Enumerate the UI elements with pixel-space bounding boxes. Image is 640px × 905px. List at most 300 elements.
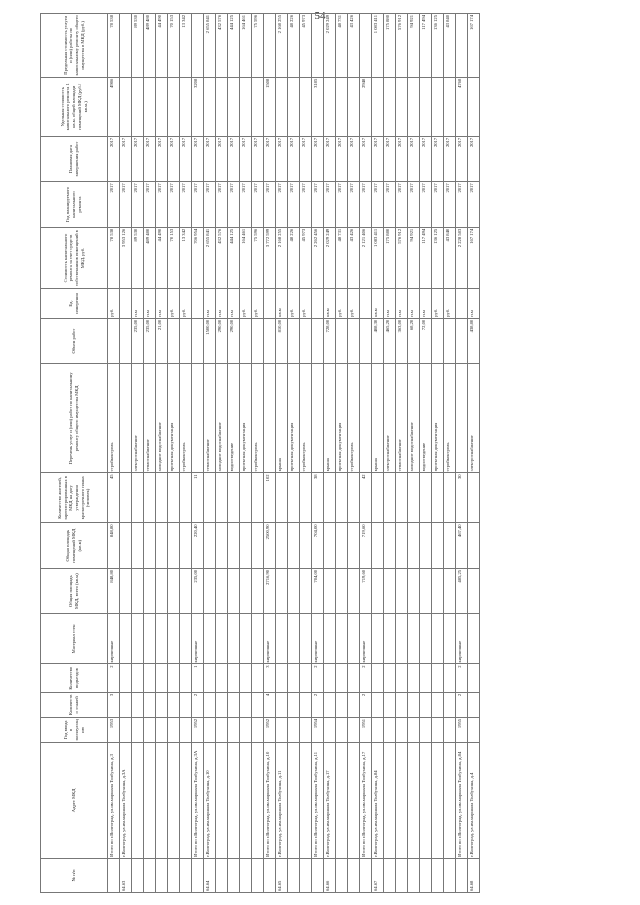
table-cell-pd: 2017 [204,136,216,181]
table-cell-floors [276,692,288,717]
table-cell-addr: г.Волгоград, ул.им.маршала Толбухина, д.84 [372,742,384,858]
table-cell-floors [144,692,156,717]
table-cell-vol: 235,00 [132,318,144,363]
table-cell-area [132,568,144,613]
table-cell-entr: 2 [456,664,468,692]
column-header: Предельная стоимость услуги и (или) работы по капитальному ремонту общего имущества в МКД (руб.) [41,14,108,78]
table-cell-year [432,717,444,742]
table-cell-py: 2017 [216,182,228,227]
repair-plan-table [40,13,480,893]
table-cell-addr [348,742,360,858]
table-cell-py: 2017 [324,182,336,227]
table-cell-work: теплоснабжение [204,364,216,473]
column-header: Год ввода в эксплуатацию [41,717,108,742]
table-cell-pd: 2017 [132,136,144,181]
table-cell-pd: 2017 [336,136,348,181]
table-cell-vol: 290,00 [228,318,240,363]
table-cell-area [396,568,408,613]
table-cell-no [300,858,312,892]
table-cell-res [156,473,168,523]
table-cell-floors [132,692,144,717]
table-row [432,14,444,893]
table-cell-work: проектная документация [168,364,180,473]
table-cell-parea [288,523,300,568]
table-cell-pd: 2017 [456,136,468,181]
table-cell-res [444,473,456,523]
table-cell-year: 1953 [108,717,120,742]
table-cell-parea [372,523,384,568]
table-cell-floors [432,692,444,717]
table-cell-limit: 444 125 [228,14,240,78]
table-cell-addr: г.Волгоград, ул.им.маршала Толбухина, д.3А [120,742,132,858]
table-row [276,14,288,893]
table-cell-floors [156,692,168,717]
table-cell-limit: 489 480 [144,14,156,78]
table-cell-floors [372,692,384,717]
table-cell-pd: 2017 [312,136,324,181]
table-cell-vol: 408,30 [372,318,384,363]
table-cell-vol: 363,00 [396,318,408,363]
table-cell-floors [444,692,456,717]
table-cell-parea [384,523,396,568]
table-cell-spec: 1508 [264,77,276,136]
table-cell-res: 45 [108,473,120,523]
table-cell-cost: 70 153 [168,227,180,288]
table-cell-area [372,568,384,613]
table-cell-vol [300,318,312,363]
table-cell-addr [180,742,192,858]
table-cell-limit [456,14,468,78]
table-cell-pd: 2017 [468,136,480,181]
table-cell-res: 42 [360,473,372,523]
table-cell-limit: 78 538 [108,14,120,78]
table-cell-py: 2017 [192,182,204,227]
table-cell-no [240,858,252,892]
column-header: Ед. измерения [41,289,108,319]
table-cell-wall [216,614,228,664]
table-cell-addr: Итого по г.Волгоград, ул.им.маршала Толбухина, д.10 [264,742,276,858]
table-cell-unit: п.м [384,289,396,319]
table-row [300,14,312,893]
table-cell-py: 2017 [228,182,240,227]
table-cell-year [180,717,192,742]
table-cell-entr [132,664,144,692]
table-cell-parea [132,523,144,568]
table-cell-spec [228,77,240,136]
table-cell-floors [348,692,360,717]
table-cell-year [252,717,264,742]
table-cell-res [408,473,420,523]
table-cell-py: 2017 [408,182,420,227]
table-cell-limit: 45 973 [300,14,312,78]
table-cell-parea [420,523,432,568]
table-cell-unit [456,289,468,319]
table-cell-area [156,568,168,613]
table-cell-cost: 167 174 [468,227,480,288]
table-cell-entr [300,664,312,692]
table-cell-parea [144,523,156,568]
table-cell-pd: 2017 [324,136,336,181]
table-cell-cost: 164 461 [240,227,252,288]
table-cell-addr [216,742,228,858]
table-cell-py: 2017 [180,182,192,227]
table-cell-entr [348,664,360,692]
table-cell-no [408,858,420,892]
table-row [204,14,216,893]
column-header: Год планируемого капитального ремонта [41,182,108,227]
table-cell-pd: 2017 [276,136,288,181]
table-cell-wall [228,614,240,664]
table-cell-py: 2017 [372,182,384,227]
table-cell-limit: 576 912 [396,14,408,78]
table-cell-no: 64.65 [276,858,288,892]
table-row [264,14,276,893]
table-cell-cost: 706 954 [192,227,204,288]
table-cell-res [120,473,132,523]
table-row [336,14,348,893]
table-row [156,14,168,893]
table-cell-spec [240,77,252,136]
table-cell-unit [120,289,132,319]
table-cell-py: 2017 [252,182,264,227]
table-cell-py: 2017 [432,182,444,227]
table-cell-vol [312,318,324,363]
table-cell-year [132,717,144,742]
table-cell-addr: Итого по г.Волгоград, ул.им.маршала Толбухина, д.84 [456,742,468,858]
table-cell-cost: 175 880 [384,227,396,288]
table-cell-cost: 94 921 [408,227,420,288]
table-cell-res [132,473,144,523]
table-cell-no [180,858,192,892]
table-cell-area [324,568,336,613]
table-cell-year [372,717,384,742]
table-cell-area [204,568,216,613]
table-cell-wall [384,614,396,664]
table-cell-year [276,717,288,742]
table-cell-py: 2017 [468,182,480,227]
table-cell-entr: 1 [192,664,204,692]
page-number: 54 [314,10,326,22]
table-cell-vol [120,318,132,363]
table-cell-cost: 44 490 [156,227,168,288]
table-cell-res [144,473,156,523]
table-cell-parea [336,523,348,568]
table-row [192,14,204,893]
table-cell-spec [444,77,456,136]
table-cell-spec [168,77,180,136]
table-cell-floors [396,692,408,717]
table-cell-floors [168,692,180,717]
table-cell-cost: 136 125 [432,227,444,288]
table-row [108,14,120,893]
table-cell-area: 2716,90 [264,568,276,613]
table-cell-py: 2017 [384,182,396,227]
table-cell-floors [120,692,132,717]
table-cell-floors [252,692,264,717]
table-cell-area: 719,60 [360,568,372,613]
table-cell-wall [372,614,384,664]
table-cell-parea [180,523,192,568]
table-cell-work [456,364,468,473]
table-cell-floors: 3 [108,692,120,717]
table-cell-addr [132,742,144,858]
table-cell-work: холодное водоснабжение [216,364,228,473]
table-cell-parea [168,523,180,568]
table-cell-py: 2017 [348,182,360,227]
table-cell-vol [432,318,444,363]
table-cell-unit [312,289,324,319]
table-cell-work [312,364,324,473]
table-cell-entr: 2 [312,664,324,692]
table-cell-entr [216,664,228,692]
table-cell-no [312,858,324,892]
table-cell-parea [216,523,228,568]
table-cell-addr [240,742,252,858]
table-row [132,14,144,893]
table-cell-entr [252,664,264,692]
table-cell-vol [456,318,468,363]
table-cell-vol: 810,00 [276,318,288,363]
table-cell-vol [192,318,204,363]
table-cell-unit: руб. [288,289,300,319]
table-cell-res: 102 [264,473,276,523]
table-cell-year [336,717,348,742]
table-cell-entr [156,664,168,692]
table-cell-entr [408,664,420,692]
table-row [348,14,360,893]
table-cell-limit: 75 596 [252,14,264,78]
table-cell-limit: 1 083 411 [372,14,384,78]
table-row [408,14,420,893]
table-cell-entr [324,664,336,692]
table-cell-entr: 2 [360,664,372,692]
table-cell-res [204,473,216,523]
table-cell-no [156,858,168,892]
table-cell-pd: 2017 [120,136,132,181]
table-cell-work: проектная документация [432,364,444,473]
column-header: № п/п [41,858,108,892]
table-cell-unit: руб. [336,289,348,319]
table-cell-unit [192,289,204,319]
table-row [180,14,192,893]
table-cell-wall [300,614,312,664]
table-cell-unit: п.м [204,289,216,319]
table-cell-wall [240,614,252,664]
table-cell-pd: 2017 [156,136,168,181]
table-cell-res [420,473,432,523]
table-cell-entr [336,664,348,692]
table-cell-entr [144,664,156,692]
table-cell-floors [204,692,216,717]
table-cell-work: водоотведение [420,364,432,473]
table-cell-parea: 719,60 [360,523,372,568]
table-cell-area [468,568,480,613]
table-cell-wall: кирпичные [264,614,276,664]
table-cell-parea [228,523,240,568]
column-header: Общая площадь МКД, всего (кв.м) [41,568,108,613]
table-cell-entr [120,664,132,692]
table-cell-res [348,473,360,523]
table-cell-year [120,717,132,742]
table-cell-wall [168,614,180,664]
table-cell-addr [144,742,156,858]
table-cell-res [216,473,228,523]
table-cell-year [240,717,252,742]
table-cell-year [348,717,360,742]
table-cell-limit: 94 921 [408,14,420,78]
table-cell-parea [156,523,168,568]
table-cell-py: 2017 [360,182,372,227]
table-row [468,14,480,893]
table-cell-unit: руб. [108,289,120,319]
table-cell-wall [432,614,444,664]
table-cell-area [336,568,348,613]
table-cell-addr [156,742,168,858]
table-cell-pd: 2017 [216,136,228,181]
table-cell-area: 485,25 [456,568,468,613]
table-cell-spec [180,77,192,136]
table-cell-py: 2017 [240,182,252,227]
table-cell-entr [288,664,300,692]
table-cell-pd: 2017 [360,136,372,181]
table-cell-entr [396,664,408,692]
table-cell-vol: 21,00 [156,318,168,363]
table-cell-year: 1955 [456,717,468,742]
table-cell-res [276,473,288,523]
table-cell-year [168,717,180,742]
table-cell-py: 2017 [456,182,468,227]
table-cell-unit: п.м [468,289,480,319]
table-cell-limit: 2 168 255 [276,14,288,78]
table-cell-res [168,473,180,523]
column-header: Стоимость капитального ремонта за счет средств собственников помещений в МКД, руб. [41,227,108,288]
table-cell-pd: 2017 [264,136,276,181]
table-cell-no [252,858,264,892]
table-cell-vol: 235,00 [144,318,156,363]
table-cell-res: 30 [456,473,468,523]
table-cell-work [192,364,204,473]
table-cell-limit: 70 153 [168,14,180,78]
table-cell-spec [156,77,168,136]
table-cell-py: 2017 [300,182,312,227]
table-row [420,14,432,893]
table-cell-pd: 2017 [108,136,120,181]
table-cell-vol: 68,20 [408,318,420,363]
table-cell-pd: 2017 [288,136,300,181]
table-cell-year [468,717,480,742]
table-cell-area [252,568,264,613]
table-cell-pd: 2017 [444,136,456,181]
table-cell-limit: 13 342 [180,14,192,78]
table-cell-parea [408,523,420,568]
table-cell-area [432,568,444,613]
table-cell-parea [240,523,252,568]
table-cell-pd: 2017 [228,136,240,181]
table-cell-work: электроснабжение [468,364,480,473]
table-cell-wall: кирпичные [312,614,324,664]
table-cell-wall: кирпичные [456,614,468,664]
table-cell-wall [180,614,192,664]
table-cell-entr [420,664,432,692]
table-cell-cost: 43 840 [444,227,456,288]
table-row [372,14,384,893]
table-cell-entr [180,664,192,692]
table-cell-area [288,568,300,613]
table-cell-py: 2017 [108,182,120,227]
table-cell-year [156,717,168,742]
table-cell-addr: г.Волгоград, ул.им.маршала Толбухина, д.10 [204,742,216,858]
table-cell-entr [276,664,288,692]
table-cell-no: 64.63 [120,858,132,892]
table-cell-area [408,568,420,613]
table-cell-spec [288,77,300,136]
table-cell-area: 235,00 [192,568,204,613]
table-cell-no: 64.67 [372,858,384,892]
table-cell-pd: 2017 [408,136,420,181]
table-cell-limit: 432 576 [216,14,228,78]
table-cell-wall [444,614,456,664]
table-cell-wall [252,614,264,664]
table-cell-year [384,717,396,742]
table-cell-no [108,858,120,892]
table-cell-res [288,473,300,523]
table-cell-floors [408,692,420,717]
table-cell-cost: 2 029 249 [324,227,336,288]
table-cell-cost: 78 538 [108,227,120,288]
table-cell-vol [264,318,276,363]
table-cell-limit: 44 490 [156,14,168,78]
table-cell-parea [252,523,264,568]
table-cell-wall [144,614,156,664]
table-cell-addr [384,742,396,858]
table-cell-spec [144,77,156,136]
table-cell-no [228,858,240,892]
table-cell-unit [360,289,372,319]
table-cell-limit: 117 494 [420,14,432,78]
table-cell-addr [300,742,312,858]
table-cell-entr: 3 [264,664,276,692]
table-cell-res [468,473,480,523]
table-cell-no [384,858,396,892]
table-cell-no [360,858,372,892]
table-cell-pd: 2017 [300,136,312,181]
table-cell-no [348,858,360,892]
table-cell-res [432,473,444,523]
table-cell-addr [408,742,420,858]
table-cell-res: 38 [312,473,324,523]
table-cell-pd: 2017 [168,136,180,181]
table-cell-area [180,568,192,613]
table-cell-pd: 2017 [420,136,432,181]
table-cell-cost: 43 426 [348,227,360,288]
table-cell-area: 848,80 [108,568,120,613]
table-cell-limit: 2 655 841 [204,14,216,78]
table-cell-floors [180,692,192,717]
table-cell-floors: 2 [360,692,372,717]
table-cell-spec [120,77,132,136]
table-row [240,14,252,893]
table-cell-spec [276,77,288,136]
table-cell-pd: 2017 [348,136,360,181]
table-cell-year [420,717,432,742]
table-cell-floors: 2 [312,692,324,717]
table-cell-py: 2017 [276,182,288,227]
table-cell-spec [216,77,228,136]
table-cell-wall [120,614,132,664]
table-cell-spec [252,77,264,136]
table-cell-limit [264,14,276,78]
table-cell-wall [348,614,360,664]
